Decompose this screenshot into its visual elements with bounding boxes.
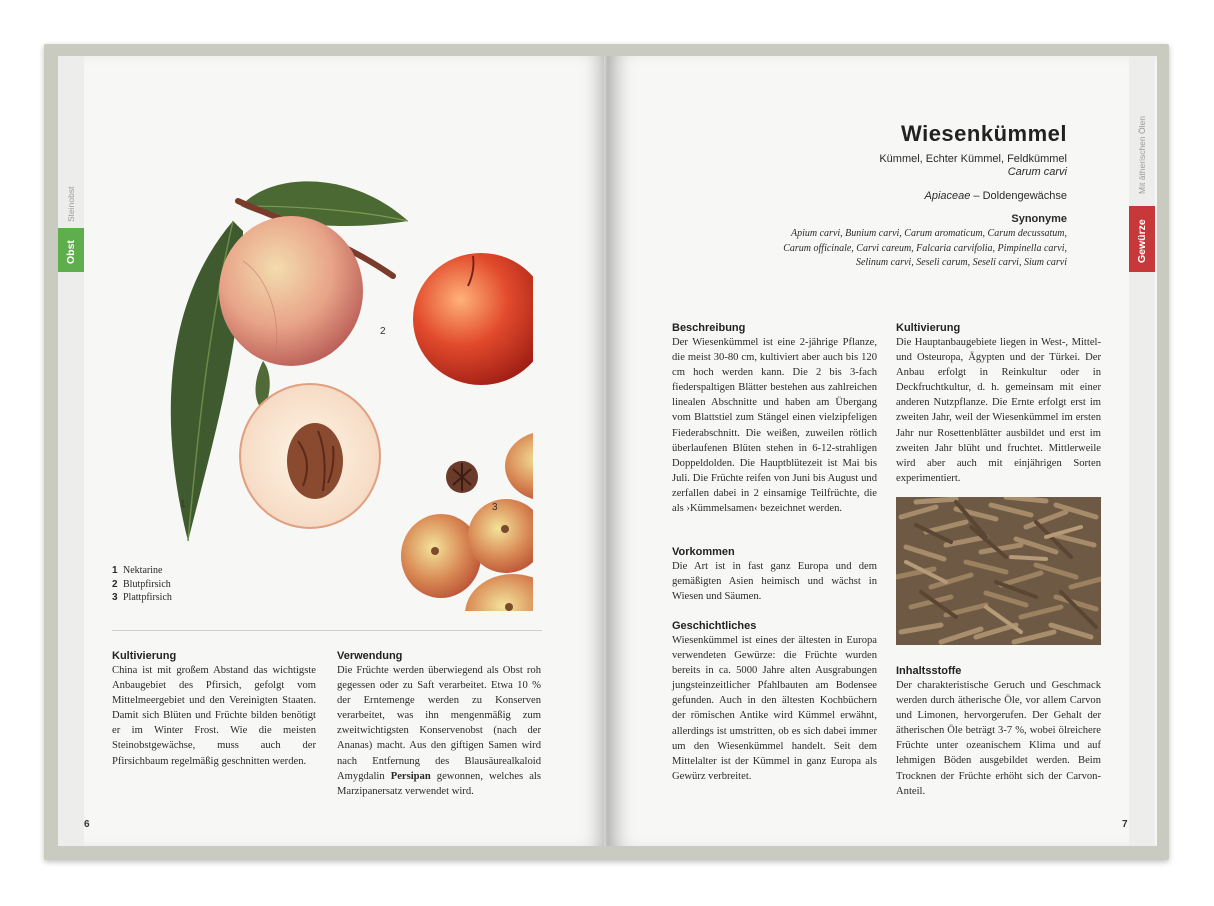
category-tab-strip (1129, 56, 1155, 846)
common-names: Kümmel, Echter Kümmel, Feldkümmel (879, 153, 1067, 165)
section-heading: Geschichtliches (672, 620, 757, 632)
inhaltsstoffe-section (896, 665, 1101, 799)
beschreibung-section (672, 322, 877, 516)
section-text: Der charakteristische Geruch und Geschmack werden durch ätherische Öle, vor allem Carvon und Limonen, hervorgerufen. Der Gehalt der ätherischen Öle beträgt 3-7 %, wobei ölreichere Früchte unter ozeanischem Klima und auf lehmigen Böden ausgebildet werden. Beim Trocknen der Früchte erhöht sich der Carvon-Anteil. (896, 680, 1101, 797)
kultivierung-section (112, 650, 316, 769)
legend-item: 3 Plattpfirsich (112, 592, 172, 603)
right-page (609, 56, 1157, 846)
category-tab-gewuerze[interactable] (1129, 206, 1155, 272)
plant-header (709, 120, 1067, 271)
subcategory-label: Steinobst (66, 186, 76, 222)
section-text: Die Hauptanbaugebiete liegen in West-, Mittel- und Osteuropa, Ägypten und der Türkei. Der Anbau erfolgt in Reinkultur oder in Deckfruchtkultur, d. h. gemeinsam mit einer anderen Nutzpflanze. Die Ernte erfolgt erst im zweiten Jahr, weil der Wiesenkümmel im ersten Jahr nur Rosettenblätter ausbildet und erst im zweiten Jahr blüht und fruchtet. Mittlerweile wird aber auch mit einjährigen Sorten experimentiert. (896, 337, 1101, 484)
section-text: Wiesenkümmel ist eines der ältesten in Europa verwendeten Gewürze: die Früchte wurden bereits in ca. 5000 Jahre alten Ausgrabungen jungsteinzeitlicher Pfahlbauten am Bodensee gefunden. Auch in den ältesten Kochbüchern der römischen Antike wird Kümmel erwähnt, allerdings ist umstritten, ob es sich dabei immer um den Wiesenkümmel handelt. Seit dem Mittelalter ist der Kümmel in ganz Europa als Gewürz verbreitet. (672, 635, 877, 782)
section-heading: Vorkommen (672, 546, 735, 558)
synonyms-heading: Synonyme (1011, 213, 1067, 225)
section-divider (112, 630, 542, 631)
left-page (58, 56, 607, 846)
flat-peach-b (401, 514, 481, 598)
page-title: Wiesenkümmel (901, 121, 1067, 146)
illustration-number-2: 2 (380, 326, 386, 337)
page-number: 6 (84, 819, 90, 830)
category-tab-obst[interactable] (58, 228, 84, 272)
category-tab-strip (58, 56, 84, 846)
verwendung-section (337, 650, 541, 799)
legend-item: 1 Nektarine (112, 565, 163, 576)
section-text: Der Wiesenkümmel ist eine 2-jährige Pflanze, die meist 30-80 cm, kultiviert aber auch bis 120 cm hoch werden kann. Die 2 bis 3-fach fiederspaltigen Blätter bestehen aus zahlreichen linealen Abschnitte und haben am Übergang vom Blattstiel zum Stängel einen vielzipfeligen Fiederabschnitt. Die weißen, zuweilen rötlich überlaufenen Blüten stehen in 6-12-strahligen Doppeldolden. Die Hauptblütezeit ist Mai bis Juli. Die Früchte reifen von Juni bis August und zerfallen dabei in 2 einsamige Teilfrüchte, die als ›Kümmelsamen‹ bezeichnet werden. (672, 337, 877, 515)
illustration-number-1: 1 (180, 499, 186, 510)
vorkommen-section (672, 546, 877, 604)
flat-peach-a (505, 431, 533, 501)
peach-nectarine (219, 216, 363, 366)
illustration-legend (112, 564, 172, 605)
bold-term: Persipan (390, 770, 431, 782)
legend-item: 2 Blutpfirsich (112, 578, 171, 590)
section-heading: Inhaltsstoffe (896, 665, 962, 677)
latin-name: Carum carvi (1007, 166, 1067, 178)
section-heading: Kultivierung (896, 322, 961, 334)
subcategory-label: Mit ätherischen Ölen (1137, 116, 1147, 194)
leaf-top (241, 181, 408, 226)
flat-peach-d (465, 574, 533, 611)
section-heading: Kultivierung (112, 650, 177, 662)
open-book (44, 44, 1169, 860)
section-text: Die Art ist in fast ganz Europa und dem gemäßigten Asien heimisch und wächst in Wiesen und Säumen. (672, 561, 877, 603)
plant-family: Apiaceae – Doldengewächse (924, 190, 1067, 202)
geschichtliches-section (672, 620, 877, 784)
peach-stone (287, 423, 343, 499)
category-tab-label: Obst (65, 240, 77, 264)
synonyms-list: Apium carvi, Bunium carvi, Carum aromaticum, Carum decussatum, Carum officinale, Carvi careum, Falcaria carvifolia, Pimpinella carvi, Selinum carvi, Seseli carum, Seseli carvi, Sium carvi (783, 228, 1067, 268)
section-text: Die Früchte werden überwiegend als Obst roh gegessen oder zu Saft verarbeitet. Etwa 10 % der Erntemenge werden zu Konserven verarbeitet, was ihn mengenmäßig zum zweitwichtigsten Konservenobst (nach der Ananas) macht. Aus den giftigen Samen wird nach Entfernung des Blausäurealkaloid Amygdalin Persipan gewonnen, welches als Marzipanersatz verwendet wird. (337, 665, 541, 797)
caraway-seeds-photo (896, 497, 1101, 645)
illustration-number-3: 3 (492, 502, 498, 513)
kultivierung-section (896, 322, 1101, 486)
section-heading: Beschreibung (672, 322, 746, 334)
category-tab-label: Gewürze (1136, 219, 1148, 263)
section-text: China ist mit großem Abstand das wichtigste Anbaugebiet des Pfirsich, gefolgt vom Mittelmeergebiet und den Vereinigten Staaten. Damit sich Blüten und Früchte bilden benötigt er im Winter Frost. Wie die meisten Steinobstgewächse, muss auch der Pfirsichbaum regelmäßig geschnitten werden. (112, 665, 316, 767)
peach-illustration (113, 111, 533, 611)
section-heading: Verwendung (337, 650, 403, 662)
page-number: 7 (1122, 819, 1128, 830)
